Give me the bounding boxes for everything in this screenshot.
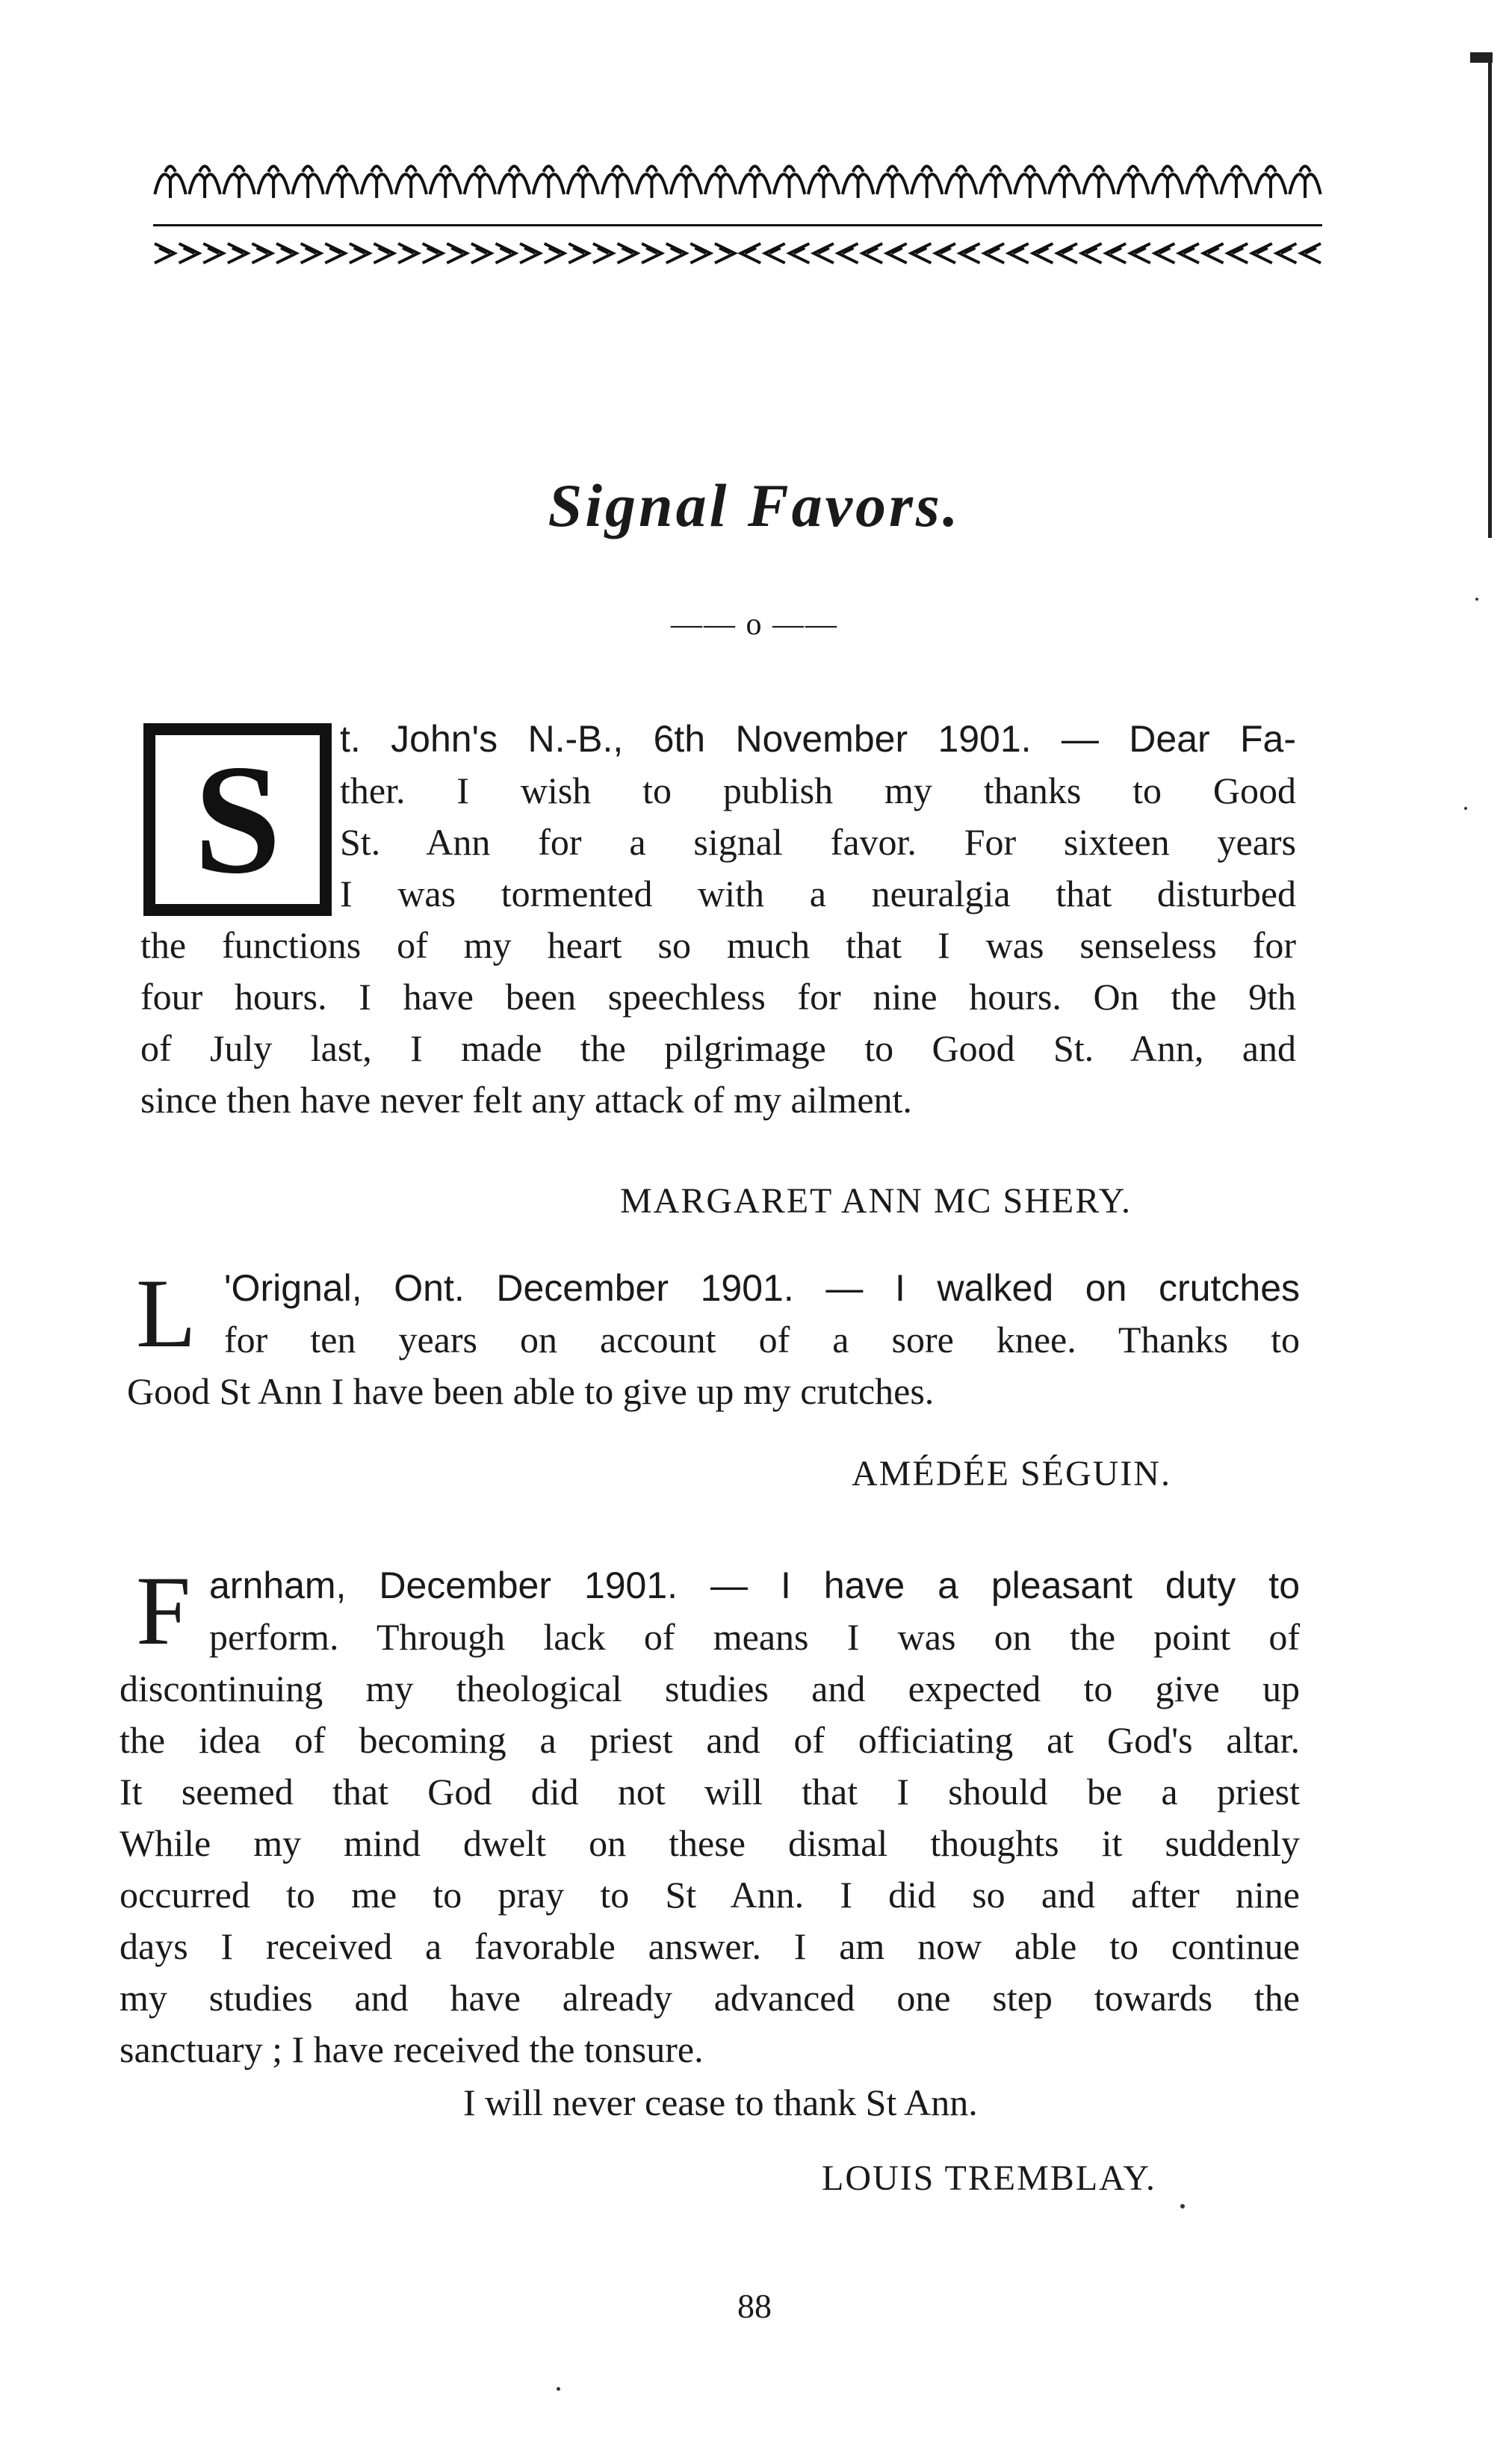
fleuron-ornament (636, 167, 667, 199)
chevron-ornament (325, 244, 345, 263)
fleuron-ornament (946, 167, 976, 199)
chevron-ornament (985, 244, 1005, 263)
fleuron-ornament (877, 167, 908, 199)
page-number: 88 (737, 2287, 772, 2325)
fleuron-ornament (568, 167, 598, 199)
letter2-line-3: Good St Ann I have been able to give up my crutches. (127, 1370, 935, 1412)
chevron-ornament (814, 244, 834, 263)
chevron-ornament (471, 244, 492, 263)
fleuron-ornament (499, 167, 530, 199)
chevron-ornament (1130, 244, 1150, 263)
scan-speck (1180, 2204, 1185, 2208)
fleuron-ornament (1255, 167, 1286, 199)
letter1-line-1 (340, 713, 1296, 765)
ornament-fleuron-row (153, 157, 1322, 203)
letter3-closing: I will never cease to thank St Ann. (463, 2081, 978, 2123)
chevron-ornament (666, 244, 687, 263)
letter2-line-2: for ten years on account of a sore knee. Thanks to (224, 1319, 1300, 1361)
chevron-ornament (495, 244, 515, 263)
fleuron-ornament (465, 167, 495, 199)
letter3-line-10: sanctuary ; I have received the tonsure. (120, 2028, 704, 2070)
fleuron-ornament (1083, 167, 1114, 199)
fleuron-ornament (396, 167, 427, 199)
chevron-ornament (1179, 244, 1199, 263)
chevron-ornament (617, 244, 637, 263)
chevron-ornament (1301, 244, 1321, 263)
chevron-ornament (642, 244, 662, 263)
letter1-signature: MARGARET ANN MC SHERY. (620, 1181, 1132, 1221)
letter3-line-8: days I received a favorable answer. I am now able to continue (120, 1925, 1300, 1967)
chevron-ornament (1155, 244, 1175, 263)
chevron-ornament (765, 244, 785, 263)
fleuron-ornament (980, 167, 1011, 199)
chevron-ornament (1252, 244, 1272, 263)
letter3-line-3: discontinuing my theological studies and expected to give up (120, 1668, 1300, 1709)
chevron-ornament (203, 244, 223, 263)
chevron-ornament (1228, 244, 1248, 263)
fleuron-ornament (843, 167, 873, 199)
letter3-line-1 (209, 1560, 1300, 1612)
chevron-ornament (252, 244, 272, 263)
dropcap-letter: S (193, 733, 282, 906)
fleuron-ornament (258, 167, 288, 199)
fleuron-ornament (1014, 167, 1045, 199)
chevron-ornament (715, 244, 735, 263)
letter3-line-6: While my mind dwelt on these dismal thoughts it suddenly (120, 1822, 1300, 1864)
chevron-ornament (545, 244, 565, 263)
scan-speck (1475, 598, 1478, 601)
ornament-rule (153, 224, 1322, 226)
letter1-line-2: ther. I wish to publish my thanks to Good (340, 770, 1296, 811)
fleuron-ornament (671, 167, 701, 199)
letter2-line-1-text: 'Orignal, Ont. December 1901. — I walked on crutches (224, 1267, 1300, 1309)
chevron-ornament (1106, 244, 1127, 263)
letter1-full-block (140, 920, 1296, 1126)
letter3-indented-block (209, 1560, 1300, 1663)
fleuron-ornament (361, 167, 391, 199)
fleuron-ornament (292, 167, 323, 199)
fleuron-ornament (911, 167, 942, 199)
chevron-ornament (887, 244, 907, 263)
fleuron-ornament (808, 167, 839, 199)
chevron-ornament (179, 244, 199, 263)
ornament-chevron-row (153, 238, 1322, 269)
title-separator: —— o —— (671, 607, 838, 642)
chevron-ornament (155, 244, 175, 263)
chevron-ornament (350, 244, 370, 263)
chevron-ornament (520, 244, 540, 263)
chevron-ornament (447, 244, 467, 263)
fleuron-ornament (740, 167, 770, 199)
chevron-ornament (301, 244, 321, 263)
letter1-line-8: since then have never felt any attack of my ailment. (140, 1079, 912, 1121)
fleuron-ornament (189, 167, 220, 199)
letter2-signature: AMÉDÉE SÉGUIN. (852, 1454, 1171, 1493)
letter2-initial: L (136, 1258, 196, 1368)
chevron-ornament (690, 244, 710, 263)
fleuron-ornament (1152, 167, 1183, 199)
chevron-ornament (838, 244, 858, 263)
fleuron-ornament (705, 167, 736, 199)
fleuron-ornament (1186, 167, 1217, 199)
letter3-line-4: the idea of becoming a priest and of officiating at God's altar. (120, 1719, 1300, 1761)
fleuron-ornament (1289, 167, 1320, 199)
letter3-line-5: It seemed that God did not will that I should be a priest (120, 1771, 1300, 1813)
letter1-line-1-text: t. John's N.-B., 6th November 1901. — Dear Fa- (340, 718, 1296, 760)
chevron-ornament (228, 244, 248, 263)
letter3-line-1-text: arnham, December 1901. — I have a pleasant duty to (209, 1564, 1300, 1606)
letter3-line-2: perform. Through lack of means I was on the point of (209, 1616, 1300, 1658)
fleuron-ornament (1118, 167, 1148, 199)
chevron-ornament (1277, 244, 1297, 263)
chevron-ornament (568, 244, 589, 263)
chevron-ornament (423, 244, 443, 263)
page-title: Signal Favors. (548, 471, 961, 539)
chevron-ornament (398, 244, 418, 263)
letter1-line-7: of July last, I made the pilgrimage to Good St. Ann, and (140, 1027, 1296, 1069)
letter2-indented-block (224, 1263, 1300, 1366)
fleuron-ornament (602, 167, 633, 199)
fleuron-ornament (223, 167, 254, 199)
letter1-indented-block (340, 713, 1296, 920)
chevron-ornament (741, 244, 761, 263)
letter2-line-1 (224, 1263, 1300, 1314)
scan-edge-line (1488, 60, 1492, 538)
letter3-line-7: occurred to me to pray to St Ann. I did so and after nine (120, 1874, 1300, 1916)
chevron-ornament (276, 244, 297, 263)
fleuron-ornament (1221, 167, 1251, 199)
chevron-ornament (374, 244, 394, 263)
letter2-full-block (127, 1366, 1300, 1417)
chevron-ornament (1082, 244, 1102, 263)
scan-speck (557, 2387, 560, 2391)
chevron-ornament (911, 244, 932, 263)
chevron-ornament (1033, 244, 1053, 263)
fleuron-ornament (1049, 167, 1079, 199)
fleuron-ornament (430, 167, 461, 199)
chevron-ornament (960, 244, 980, 263)
chevron-ornament (1057, 244, 1077, 263)
chevron-ornament (1008, 244, 1029, 263)
scan-speck (1464, 807, 1467, 810)
chevron-ornament (935, 244, 955, 263)
chevron-ornament (863, 244, 883, 263)
fleuron-ornament (533, 167, 564, 199)
letter1-line-6: four hours. I have been speechless for nine hours. On the 9th (140, 976, 1296, 1018)
ornamental-dropcap (143, 723, 332, 916)
fleuron-ornament (774, 167, 805, 199)
letter1-line-3: St. Ann for a signal favor. For sixteen years (340, 821, 1296, 863)
chevron-ornament (593, 244, 613, 263)
letter1-line-5: the functions of my heart so much that I was senseless for (140, 924, 1296, 966)
letter1-line-4: I was tormented with a neuralgia that disturbed (340, 873, 1296, 914)
chevron-ornament (1203, 244, 1224, 263)
letter3-line-9: my studies and have already advanced one step towards the (120, 1977, 1300, 2019)
fleuron-ornament (155, 167, 185, 199)
chevron-ornament (790, 244, 810, 263)
fleuron-ornament (326, 167, 357, 199)
letter3-initial: F (136, 1556, 191, 1665)
letter3-signature: LOUIS TREMBLAY. (822, 2158, 1156, 2198)
letter3-full-block (120, 1663, 1300, 2075)
